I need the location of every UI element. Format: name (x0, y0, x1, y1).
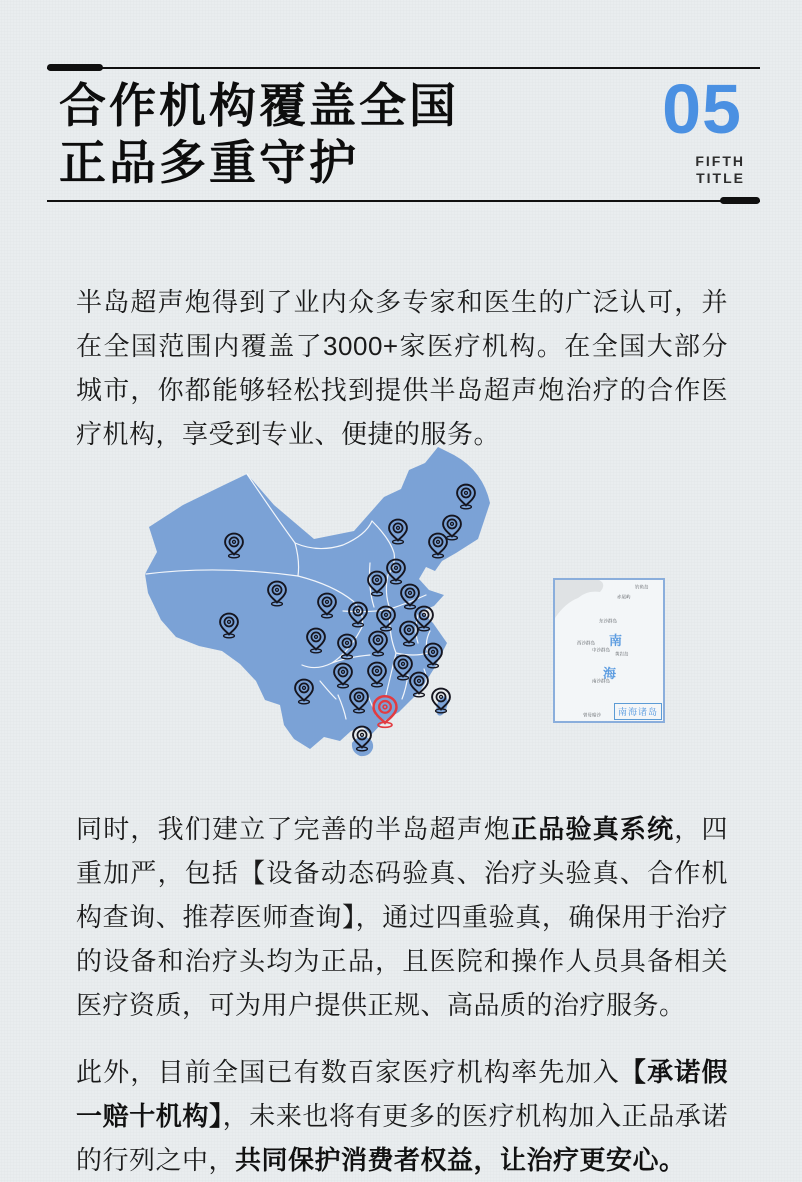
section-subtitle: FIFTH TITLE (695, 153, 745, 186)
sea-label-nan: 南 (609, 633, 624, 648)
inset-corner-label: 南海诸岛 (614, 703, 662, 720)
promise-bold-1: 【承诺假一赔十机构】 (76, 1057, 728, 1131)
page-title (59, 77, 459, 191)
page-title-line2: 正品多重守护 (59, 136, 359, 189)
island-label: 西沙群岛 (577, 640, 596, 647)
header-top-rule (47, 67, 760, 69)
island-label: 南沙群岛 (592, 678, 611, 685)
sea-label-hai: 海 (603, 666, 618, 681)
island-label: 东沙群岛 (599, 618, 618, 625)
page-title-line1: 合作机构覆盖全国 (59, 79, 459, 132)
island-label: 赤尾屿 (617, 594, 631, 601)
south-china-sea-inset (553, 578, 665, 723)
island-label: 钓鱼岛 (635, 584, 649, 591)
verify-paragraph: 同时，我们建立了完善的半岛超声炮正品验真系统，四重加严，包括【设备动态码验真、治疗头验真、合作机构查询、推荐医师查询】，通过四重验真，确保用于治疗的设备和治疗头均为正品，且医院和操作人员具备相关医疗资质，可为用户提供正规、高品质的治疗服务。 (76, 814, 728, 1020)
island-label: 中沙群岛 (592, 647, 611, 654)
verify-bold: 正品验真系统 (511, 814, 675, 844)
china-map (138, 443, 678, 783)
island-label: 曾母暗沙 (583, 712, 602, 719)
china-map-svg (138, 443, 578, 783)
section-number: 05 (662, 70, 742, 148)
header-bottom-rule (47, 200, 760, 202)
promise-bold-2: 共同保护消费者权益，让治疗更安心。 (235, 1145, 686, 1175)
intro-paragraph: 半岛超声炮得到了业内众多专家和医生的广泛认可，并在全国范围内覆盖了3000+家医疗机构。在全国大部分城市，你都能够轻松找到提供半岛超声炮治疗的合作医疗机构，享受到专业、便捷的服务。 (76, 287, 728, 449)
island-label: 黄岩岛 (615, 651, 629, 658)
promise-paragraph: 此外，目前全国已有数百家医疗机构率先加入【承诺假一赔十机构】，未来也将有更多的医疗机构加入正品承诺的行列之中，共同保护消费者权益，让治疗更安心。 (76, 1057, 728, 1175)
